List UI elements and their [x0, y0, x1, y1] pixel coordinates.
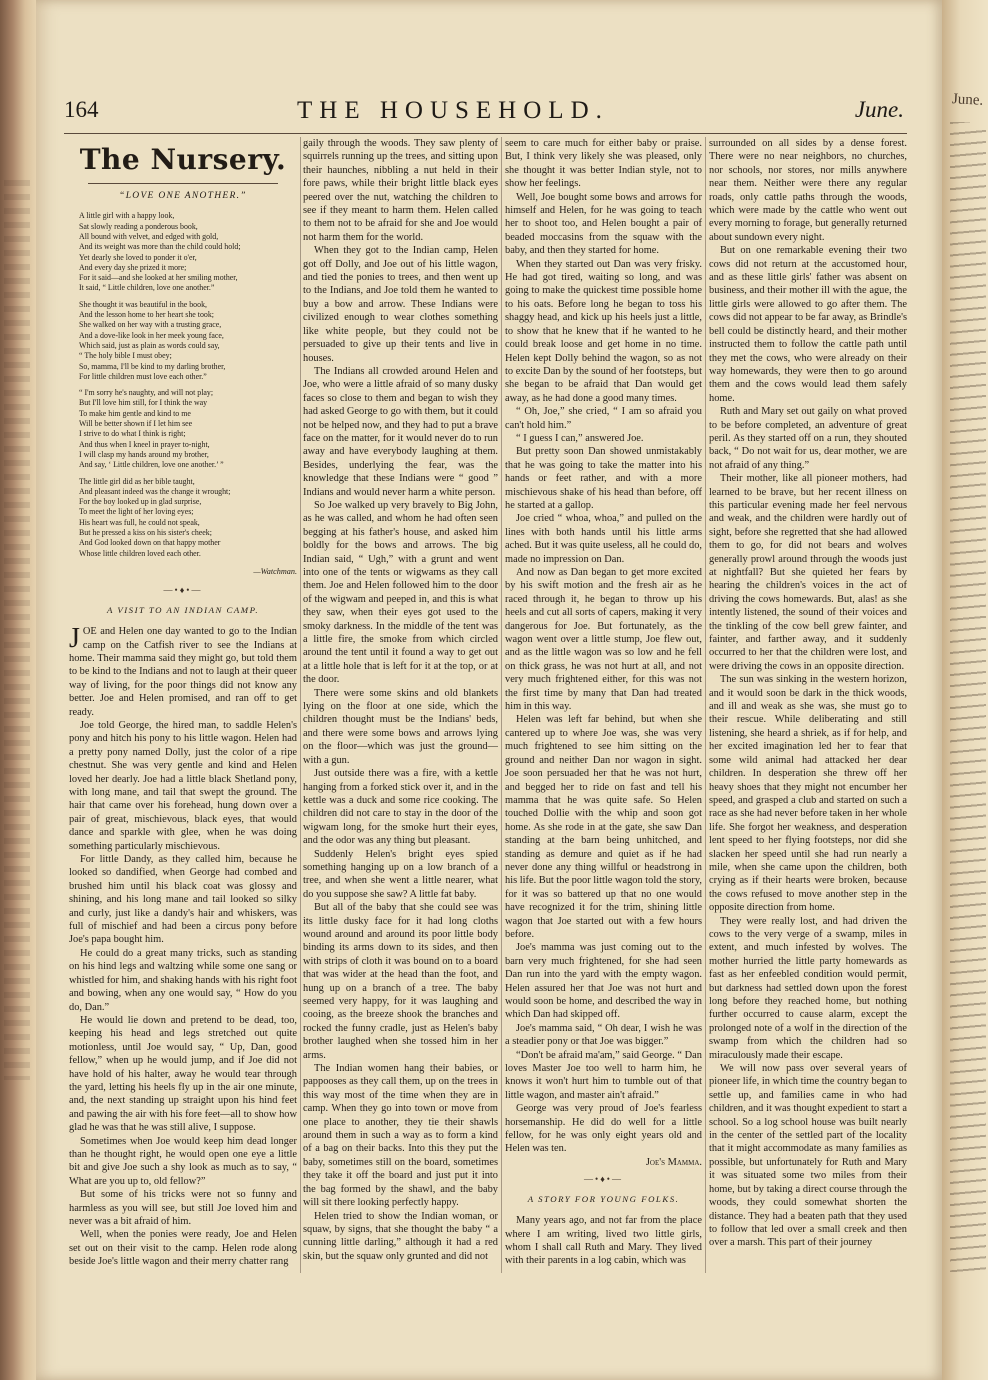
paragraph-text: For little Dandy, as they called him, because he looked so dandified, when George had combed and brushed him until his black coat was glossy and shining, and his long mane and tail looked so silky and curly, just like a dandy's hair and whiskers, was full of mischief and had been a circus pony before Joe's papa bought him.	[69, 854, 297, 946]
column-1	[69, 137, 297, 1273]
binding-stamp	[4, 180, 30, 1080]
poem-line: For the boy looked up in glad surprise,	[79, 497, 202, 507]
paragraph-text: But all of the baby that she could see was its little dusky face for it had long cloths wound around and around its poor little body binding its arms down to its sides, and then with strips of cloth it was bound on to a board that was wider at the head than the foot, and hung up on a branch of a tree. The baby seemed very happy, for it was laughing and cooing, as the breeze shook the branches and rocked the funny cradle, just as Helen's baby brother laughed when she tossed him in her arms.	[303, 902, 498, 1061]
poem-line: Whose little children loved each other.	[79, 548, 201, 558]
poem-line: Yet dearly she loved to ponder it o'er,	[79, 252, 197, 262]
paragraph	[505, 512, 702, 566]
paragraph-text: He would lie down and pretend to be dead, too, keeping his head and legs stretched out quite motionless, until Joe would say, “ Up, Dan, good fellow,” when up he would jump, and if Joe did not have hold of his halter, away he would tear through the yard, letting his heels fly up in the air one minute, and, the next standing up straight upon his hind feet and pawing the air with his fore feet—all to show how glad he was that he was still alive, I suppose.	[69, 1014, 297, 1134]
poem-line: And pleasant indeed was the change it wrought;	[79, 486, 231, 496]
paragraph-text: The sun was sinking in the western horizon, and it would soon be dark in the thick woods, and ill and weak as she was, she must go to their rescue. While deliberating and still listening, she heard a shriek, as if for help, and her excited imagination led her to fear that some wild animal had attacked her dear children. In desperation she threw off her heavy shoes that they might not encumber her speed, and grasped a club and started on such a race as she had never before taken in her whole life. She forgot her weakness, and desperation lent speed to her flying footsteps, nor did she slacken her speed until she had run nearly a mile, when she came upon the children, both crying as if their hearts were broken, because the cows refused to move another step in the opposite direction from home.	[709, 674, 907, 914]
next-page-title: June.	[951, 91, 984, 109]
ornament: —•♦•—	[584, 1174, 623, 1185]
poem-line: All bound with velvet, and edged with gold,	[79, 232, 219, 241]
paragraph-text: Joe told George, the hired man, to saddle Helen's pony and hitch his pony to his little wagon. Helen had a pretty pony named Dolly, just the color of a ripe chestnut. She was very gentle and kind and Helen loved her dearly. Joe had a little black Shetland pony, with long mane, and tail that swept the ground. The hair that came over his forehead, hung down over a pair of great, mischievous, black eyes, that would dance and sparkle with glee, when he was doing something particularly mischievous.	[69, 719, 297, 852]
column-3	[505, 137, 702, 1273]
paragraph	[505, 941, 702, 1021]
poem-line: To meet the light of her loving eyes;	[79, 507, 194, 517]
paragraph-text: “ Oh, Joe,” she cried, “ I am so afraid you can't hold him.”	[505, 406, 702, 431]
paragraph-text: Ruth and Mary set out gaily on what proved to be before completed, an adventure of great peril. As they started off on a run, they shouted back, “ Do not wait for us, dear mother, we are not afraid of any thing.”	[709, 406, 907, 471]
poem-stanza	[79, 388, 297, 470]
paragraph-text: “Don't be afraid ma'am,” said George. “ Dan loves Master Joe too well to harm him, he knows it won't hurt him to tumble out of that little wagon, and master ain't afraid.”	[505, 1049, 702, 1101]
poem-line: I will clasp my hands around my brother,	[79, 449, 209, 459]
paragraph-text: When they got to the Indian camp, Helen got off Dolly, and Joe out of his little wagon, and tied the ponies to trees, and then went up to the Indians, and Joe told them he wanted to buy a bow and arrow. These Indians were civilized enough to wear clothes something like white people, but they could not be persuaded to give up their tents and live in houses.	[303, 245, 498, 364]
paragraph-text: So Joe walked up very bravely to Big John, as he was called, and whom he had often seen begging at his father's house, and asked him boldly for the bows and arrows. The big Indian said, “ Ugh,” with a grunt and went into one of the tents or wigwams as they call them. Joe and Helen followed him to the door of the wigwam and peeped in, and this is what they saw, when their eyes got used to the smoky darkness. In the middle of the tent was a little fire, the smoke from which circled around the tent until it found a way to get out at a little hole that is left for it at the top, or at the door.	[303, 499, 498, 686]
paragraph-text: Sometimes when Joe would keep him dead longer than he thought right, he would open one eye a little bit and give Joe such a shy look as much as to say, “ What are you up to, old fellow?”	[69, 1135, 297, 1187]
paragraph-text: The Indians all crowded around Helen and Joe, who were a little afraid of so many dusky faces so close to them and began to wish they had asked George to go with them, but it could not be helped now, and they had to put a brave face on the matter, for it would never do to run away and have everybody laughing at them. Besides, underlying the fear, was the knowledge that these Indians were “ good ” Indians and would never harm a white person.	[303, 365, 498, 498]
paragraph	[505, 191, 702, 258]
column-4	[709, 137, 907, 1273]
paragraph	[303, 244, 498, 365]
paragraph-text: But some of his tricks were not so funny and harmless as you will see, but still Joe loved him and never was a bit afraid of him.	[69, 1189, 297, 1227]
poem-line: And its weight was more than the child could hold;	[79, 242, 241, 252]
page-header	[64, 97, 904, 137]
next-page-edge	[942, 0, 988, 1380]
paragraph	[303, 687, 498, 767]
column-divider	[705, 137, 706, 1273]
paragraph-text: Just outside there was a fire, with a kettle hanging from a forked stick over it, and in the kettle was a duck and some rice cooking. The children did not care to stay in the door of the wigwam long, for the smoke hurt their eyes, and the odor was any thing but pleasant.	[303, 768, 498, 847]
paragraph	[69, 1135, 297, 1189]
poem-line: The little girl did as her bible taught,	[79, 476, 195, 486]
paragraph-text: “ I guess I can,” answered Joe.	[516, 432, 644, 444]
paragraph	[69, 947, 297, 1014]
column-2	[303, 137, 498, 1273]
poem-line: And say, ‘ Little children, love one another.’ ”	[79, 460, 224, 470]
paragraph	[709, 405, 907, 472]
paragraph-text: Helen tried to show the Indian woman, or squaw, by signs, that she thought the baby “ a cunning little darling,” although it had a red skin, but the squaw only grunted and did not	[303, 1210, 498, 1262]
section-rule	[88, 183, 278, 184]
paragraph-text: But pretty soon Dan showed unmistakably that he was going to take the matter into his hands or feet rather, and with a more mischievous shake of his head than before, off he started at a gallop.	[505, 446, 702, 511]
header-month: June.	[854, 97, 904, 122]
paragraph	[69, 625, 297, 719]
paragraph-text: Well, Joe bought some bows and arrows for himself and Helen, for he was going to teach her to shoot too, and Helen bought a pair of beaded moccasins from the squaw with the baby, and then they started for home.	[505, 191, 702, 257]
paragraph-text: Joe cried “ whoa, whoa,” and pulled on the lines with both hands until his little arms ached. But it was quite useless, all he could do, made no impression on Dan.	[505, 513, 702, 565]
paragraph	[505, 445, 702, 512]
poem	[69, 211, 297, 559]
paragraph	[709, 472, 907, 673]
paragraph	[303, 137, 498, 244]
poem-line: Will be better shown if I let him see	[79, 419, 193, 429]
paragraph-text: But on one remarkable evening their two cows did not return at the accustomed hour, and as these little girls' father was absent on business, and their mother ill with the ague, the little girls were allowed to go after them. The cows did not appear to be far away, as Brindle's bell could be distinctly heard, and their mother instructed them to follow the cattle path until they met the cows, who were already on their way homewards, they were then to go around them and the cows would lead them safely home.	[709, 245, 907, 404]
paragraph	[505, 1214, 702, 1268]
poem-line: “ I'm sorry he's naughty, and will not play;	[79, 388, 214, 398]
paragraph	[303, 767, 498, 847]
paragraph-text: seem to care much for either baby or praise. But, I think very likely she was pleased, only she thought it was better Indian style, not to show her feelings.	[505, 138, 702, 190]
book-binding	[0, 0, 36, 1380]
column-divider	[501, 137, 502, 1273]
paragraph	[303, 1062, 498, 1209]
poem-line: But he pressed a kiss on his sister's cheek;	[79, 528, 212, 538]
poem-line: For little children must love each other.”	[79, 371, 207, 381]
poem-line: And God looked down on that happy mother	[79, 538, 221, 548]
poem-line: A little girl with a happy look,	[79, 211, 175, 221]
paragraph-text: Many years ago, and not far from the place where I am writing, lived two little girls, whom I shall call Ruth and Mary. They lived with their parents in a log cabin, which was	[505, 1215, 702, 1267]
paragraph	[505, 405, 702, 432]
paragraph	[69, 853, 297, 947]
poem-line: And every day she prized it more;	[79, 262, 187, 272]
paragraph	[303, 1210, 498, 1264]
poem-line: To make him gentle and kind to me	[79, 408, 191, 418]
paragraph-text: He could do a great many tricks, such as standing on his hind legs and waltzing while some one sang or whistled for him, and shaking hands with his right foot and bowing, when any one would say, “ How do you do, Dan.”	[69, 947, 297, 1013]
paragraph	[69, 1014, 297, 1135]
paragraph	[69, 1188, 297, 1228]
paragraph	[505, 713, 702, 941]
paragraph-text: And now as Dan began to get more excited by his swift motion and the fresh air as he raced through it, he began to throw up his heels and cut all sorts of capers, making it very dangerous for Joe. But fortunately, as the wagon went over a little stump, Joe flew out, and as the little wagon was so low and he fell on thick grass, he was not hurt at all, and not very much frightened either, for this was not the first time by many that Dan had treated him in this way.	[505, 567, 702, 713]
paragraph-text: Joe's mamma was just coming out to the barn very much frightened, for she had seen Dan run into the yard with the empty wagon. Helen assured her that Joe was not hurt and would soon be home, and described the way in which Dan had skipped off.	[505, 942, 702, 1021]
paragraph	[709, 244, 907, 405]
paragraph-text: They were really lost, and had driven the cows to the very verge of a swamp, miles in extent, and much infested by wolves. The mother hurried the little party homewards as fast as her enfeebled condition would permit, but darkness had settled down upon the forest long before they reached home, but nothing further occurred to cause alarm, except the prolonged note of a wolf in the direction of the swamp from which the children had so miraculously made their escape.	[709, 915, 907, 1061]
page-number: 164	[64, 97, 99, 122]
ornament: —•♦•—	[163, 585, 203, 596]
drop-cap: J	[69, 623, 80, 655]
story-title: A VISIT TO AN INDIAN CAMP.	[106, 604, 260, 615]
poem-stanza	[79, 477, 297, 559]
poem-attribution: —Watchman.	[253, 566, 297, 576]
paragraph	[709, 1062, 907, 1250]
next-page-text	[950, 122, 986, 1272]
paragraph-text: When they started out Dan was very frisky. He had got tired, waiting so long, and was going to make the quickest time possible home to his oats. Before long he began to toss his shaggy head, and kick up his heels just a little, to show that he knew that if he wanted to he could break loose and get home in no time. Helen kept Dolly behind the wagon, so as not to excite Dan by the sound of her footsteps, but she began to be afraid that Dan would get away, as he had done a good many times.	[505, 258, 702, 404]
paragraph-text: We will now pass over several years of pioneer life, in which time the country began to settle up, and families came in who had children, and it was thought expedient to start a school. So a log school house was built nearly in the center of the settled part of the locality that it might accommodate as many families as possible, but unfortunately for Ruth and Mary it was situated some two miles from their home, but by taking a direct course through the woods, they could somewhat shorten the distance. They had a beaten path that they used to follow that led over a small creek and then over a marsh. This part of their journey	[709, 1063, 907, 1249]
paragraph	[303, 365, 498, 499]
poem-line: And thus when I kneel in prayer to-night,	[79, 439, 210, 449]
poem-line: And the lesson home to her heart she took;	[79, 310, 214, 320]
paragraph-text: Their mother, like all pioneer mothers, had learned to be brave, but her recent illness on this particular evening made her feel nervous and weak, and the children were hardly out of sight, before she regretted that she had allowed them to go, for did not bears and wolves generally prowl around through the woods just at nightfall? But she quieted her fears by hearing the children's voices in the act of driving the cows homewards. But, alas! as she intently listened, the sound of their voices and the tinkling of the cow bell grew fainter, and fainter, and farther away, and it suddenly occurred to her that the children were lost, and were driving the cows in an opposite direction.	[709, 473, 907, 672]
poem-line: It said, “ Little children, love one another.”	[79, 283, 215, 293]
column-divider	[300, 137, 301, 1273]
poem-stanza	[79, 211, 297, 293]
paragraph	[69, 1228, 297, 1268]
paragraph	[69, 719, 297, 853]
story-signature: Joe's Mamma.	[645, 1156, 702, 1168]
poem-line: I strive to do what I think is right;	[79, 429, 186, 439]
paragraph-text: gaily through the woods. They saw plenty of squirrels running up the trees, and sitting upon their haunches, nibbling a nut held in their fore paws, while their bright little black eyes peered over the nut, watching the children to see if they meant to harm them. Helen called to them not to be afraid for she and Joe would not harm them for the world.	[303, 138, 498, 243]
paragraph-text: Helen was left far behind, but when she cantered up to where Joe was, she was very much frightened to see him sitting on the ground and neither Dan nor wagon in sight. Joe soon persuaded her that he was not hurt, and begged her to ride on fast and tell his mamma that he was quite safe. So Helen touched Dollie with the whip and soon got home. As she rode in at the gate, she saw Dan standing at the barn being unhitched, and standing as demure and quiet as if he had never done any thing willful or headstrong in his life. But the poor little wagon told the story, for it was so battered up that no one would have recognized it for the trim, shining little wagon that Joe started out with a few hours before.	[505, 714, 702, 940]
poem-line: She walked on her way with a trusting grace,	[79, 320, 222, 330]
poem-line: Sat slowly reading a ponderous book,	[79, 221, 198, 231]
paragraph-text: Well, when the ponies were ready, Joe and Helen set out on their visit to the camp. Helen rode along beside Joe's little wagon and their merry chatter rang	[69, 1229, 297, 1268]
paragraph	[505, 1049, 702, 1103]
paragraph	[303, 848, 498, 902]
story-title: A STORY FOR YOUNG FOLKS.	[527, 1193, 680, 1204]
paragraph	[505, 566, 702, 713]
paragraph	[505, 258, 702, 405]
paragraph	[505, 1102, 702, 1156]
paragraph-text: surrounded on all sides by a dense forest. There were no near neighbors, no churches, nor schools, nor stores, nor mills anywhere near them. Neither were there any regular roads, only cattle paths through the woods, which were made by the cattle who went out every morning to forage, but generally returned about sundown every night.	[709, 138, 907, 243]
poem-line: “ The holy bible I must obey;	[79, 351, 172, 361]
paragraph	[709, 673, 907, 914]
poem-line: Which said, just as plain as words could say,	[79, 340, 220, 350]
poem-line: For it said—and she looked at her smiling mother,	[79, 273, 238, 283]
paragraph-text: The Indian women hang their babies, or pappooses as they call them, up on the trees in this way most of the time when they are in camp. When they go into town or move from one place to another, they tie their shawls around them in such a way as to form a kind of a bag on their backs. Into this they put the baby, sometimes still on the board, sometimes they take it off the board and just put it into the bag formed by the shawl, and the baby will sit there looking perfectly happy.	[303, 1063, 498, 1209]
poem-line: His heart was full, he could not speak,	[79, 517, 200, 527]
paragraph	[505, 432, 702, 445]
poem-line: She thought it was beautiful in the book,	[79, 299, 207, 309]
paragraph	[303, 499, 498, 687]
poem-line: So, mamma, I'll be kind to my darling brother,	[79, 361, 226, 371]
header-rule	[64, 133, 907, 134]
paragraph-text: Joe's mamma said, “ Oh dear, I wish he was a steadier pony or that Joe was bigger.”	[505, 1022, 702, 1048]
paragraph	[709, 137, 907, 244]
paragraph	[505, 1022, 702, 1049]
poem-stanza	[79, 300, 297, 382]
poem-line: But I'll love him still, for I think the way	[79, 398, 208, 408]
section-title: The Nursery.	[79, 143, 287, 176]
paragraph-text: There were some skins and old blankets lying on the floor at one side, which the children thought must be the Indians' beds, and there were some bows and arrows lying on the floor—which was just the ground—with a gun.	[303, 687, 498, 766]
paragraph-text: OE and Helen one day wanted to go to the Indian camp on the Catfish river to see the Indians at home. Their mamma said they might go, but told them to be kind to the Indians and not to laugh at their queer way of living, for the poor things did not know any better. Joe and Helen promised, and ran off to get ready.	[69, 626, 297, 718]
paragraph	[709, 915, 907, 1062]
poem-line: And a dove-like look in her meek young face,	[79, 330, 224, 340]
paragraph-text: George was very proud of Joe's fearless horsemanship. He did do well for a little fellow, for he was only eight years old and Helen was ten.	[505, 1103, 702, 1155]
paragraph	[505, 137, 702, 191]
paragraph	[303, 901, 498, 1062]
story-body	[69, 625, 297, 1269]
paragraph-text: Suddenly Helen's bright eyes spied something hanging up on a low branch of a tree, and when she went a little nearer, what do you suppose she saw? A little fat baby.	[303, 848, 498, 900]
poem-title: “LOVE ONE ANOTHER.”	[119, 191, 247, 201]
masthead-title: THE HOUSEHOLD.	[297, 97, 609, 124]
